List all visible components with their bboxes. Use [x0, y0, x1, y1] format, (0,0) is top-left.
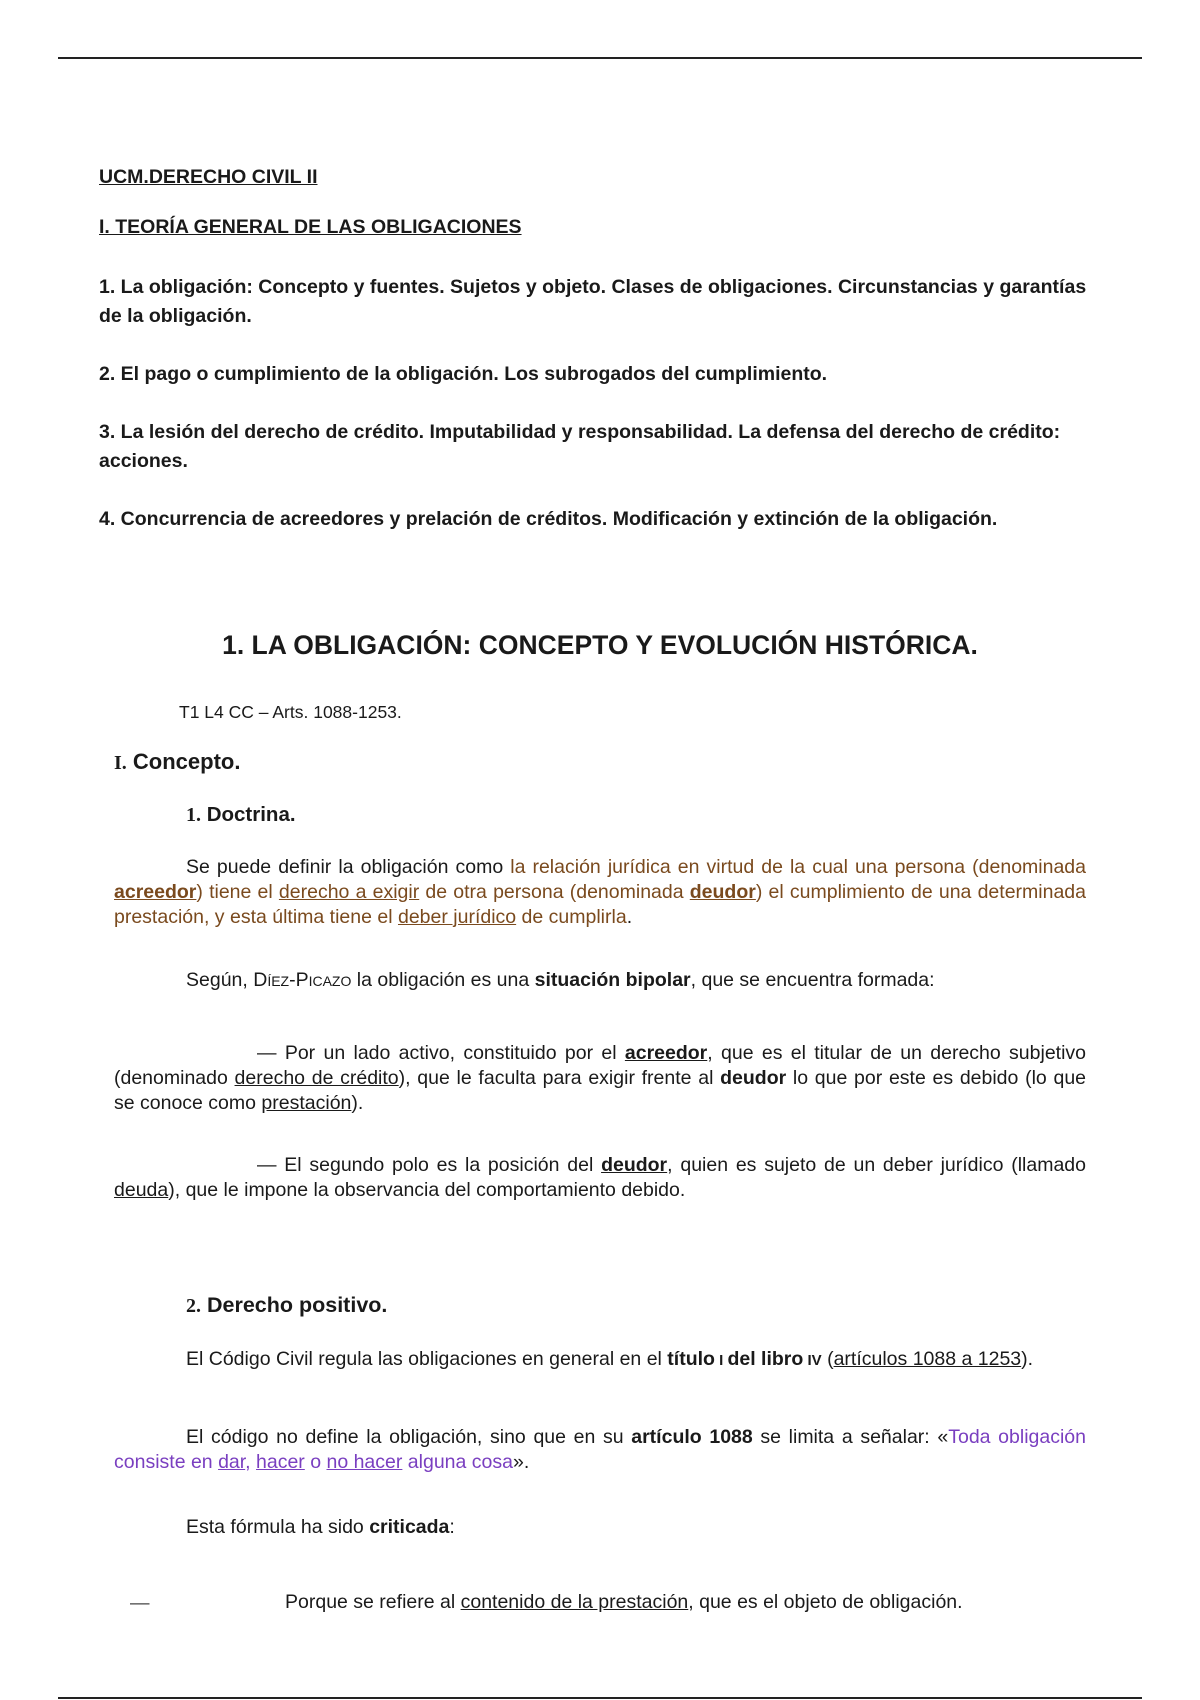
author-name: Díez-Picazo — [253, 969, 352, 991]
section-concepto-heading — [114, 749, 240, 775]
section-title: Concepto. — [132, 749, 241, 774]
subsection-number: 2. — [186, 1295, 201, 1317]
term-deber-juridico: deber jurídico — [397, 906, 517, 928]
top-rule — [58, 57, 1142, 59]
subsection-number: 1. — [186, 804, 201, 826]
positivo-heading — [186, 1293, 387, 1318]
positivo-paragraph-2: El código no define la obligación, sino que en su artículo 1088 se limita a señalar: «Toda obligación consiste en dar, hacer o no hacer alguna cosa». — [114, 1426, 1086, 1473]
bullet-dash: — — [130, 1592, 150, 1614]
term-deudor: deudor — [689, 881, 756, 903]
part-header: I. TEORÍA GENERAL DE LAS OBLIGACIONES — [99, 216, 522, 238]
doctrina-paragraph-passive-side: — El segundo polo es la posición del deudor, quien es sujeto de un deber jurídico (llamado deuda), que le impone la observancia del comportamiento debido. — [114, 1154, 1086, 1201]
subsection-title: Doctrina. — [206, 803, 296, 826]
positivo-paragraph-1: El Código Civil regula las obligaciones en general en el título I del libro IV (artículos 1088 a 1253). — [186, 1348, 1034, 1370]
bullet-text: Porque se refiere al contenido de la prestación, que es el objeto de obligación. — [285, 1591, 963, 1613]
course-header: UCM.DERECHO CIVIL II — [99, 166, 318, 188]
term-acreedor: acreedor — [114, 881, 197, 903]
bottom-rule — [58, 1697, 1142, 1699]
topic-1: 1. La obligación: Concepto y fuentes. Sujetos y objeto. Clases de obligaciones. Circunstancias y garantías de la obligación. — [99, 276, 1087, 327]
subsection-title: Derecho positivo. — [206, 1293, 388, 1317]
topic-3: 3. La lesión del derecho de crédito. Imputabilidad y responsabilidad. La defensa del derecho de crédito: acciones. — [99, 421, 1061, 472]
topic-2: 2. El pago o cumplimiento de la obligación. Los subrogados del cumplimiento. — [99, 363, 828, 385]
doctrina-paragraph-2: Según, Díez-Picazo la obligación es una situación bipolar, que se encuentra formada: — [186, 969, 935, 991]
chapter-title: 1. LA OBLIGACIÓN: CONCEPTO Y EVOLUCIÓN HISTÓRICA. — [222, 630, 978, 660]
section-number: I. — [114, 752, 127, 774]
chapter-reference: T1 L4 CC – Arts. 1088-1253. — [179, 702, 402, 722]
term-derecho-exigir: derecho a exigir — [278, 881, 420, 903]
doctrina-paragraph-active-side: — Por un lado activo, constituido por el acreedor, que es el titular de un derecho subjetivo (denominado derecho de crédito), que le faculta para exigir frente al deudor lo que por este es debido (lo que se conoce como prestación). — [114, 1042, 1087, 1114]
positivo-paragraph-3: Esta fórmula ha sido criticada: — [186, 1516, 455, 1538]
topic-4: 4. Concurrencia de acreedores y prelación de créditos. Modificación y extinción de la obligación. — [99, 508, 998, 530]
doctrina-heading — [186, 803, 296, 827]
doctrina-paragraph-1: Se puede definir la obligación como la relación jurídica en virtud de la cual una persona (denominada acreedor) tiene el derecho a exigir de otra persona (denominada deudor) el cumplimiento de una determinada prestación, y esta última tiene el deber jurídico de cumplirla. — [114, 856, 1086, 928]
